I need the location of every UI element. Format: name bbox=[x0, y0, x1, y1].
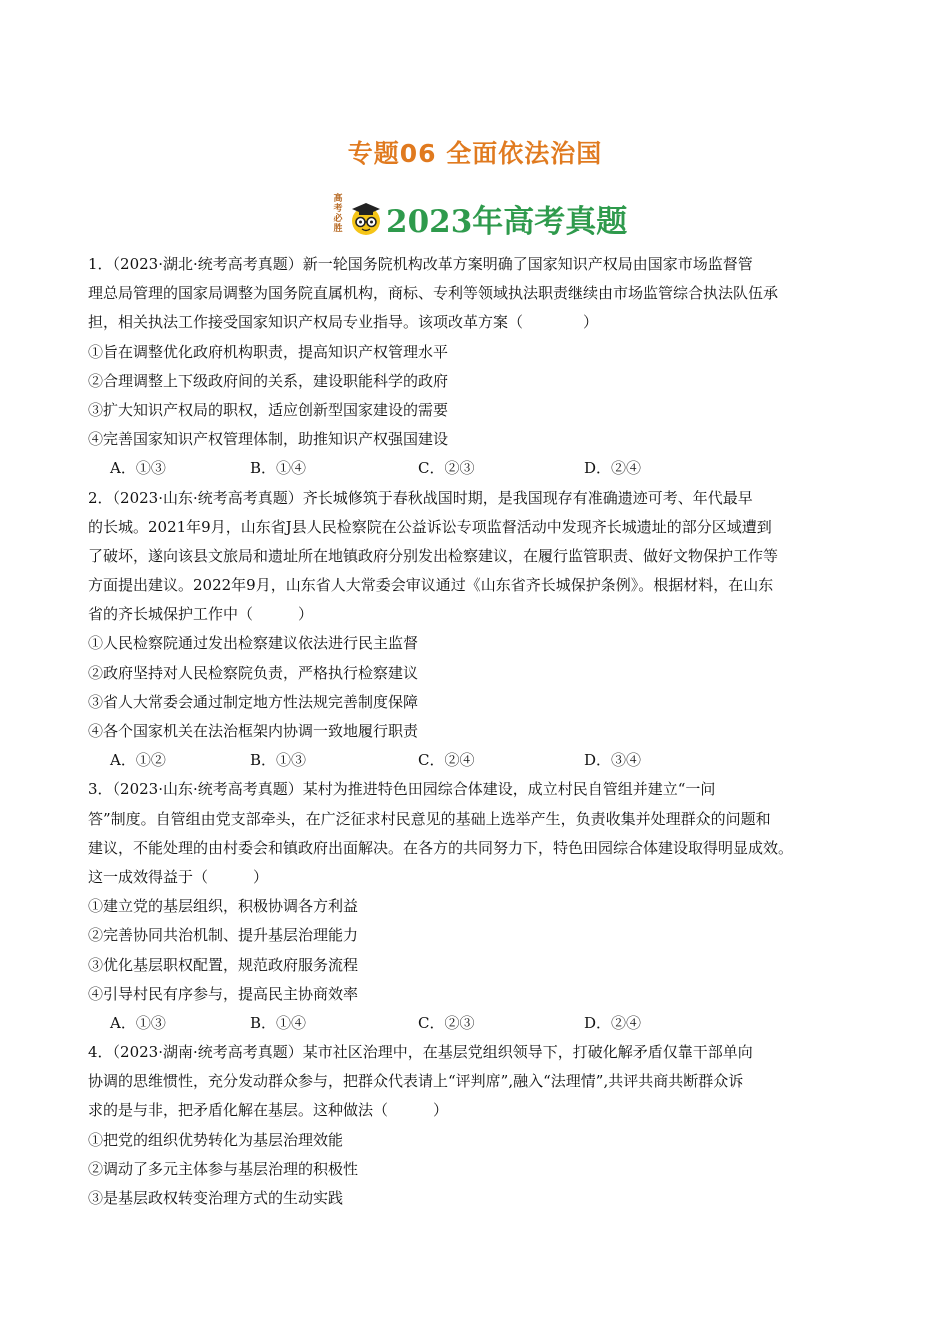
question-stem-line: 的长城。2021年9月，山东省J县人民检察院在公益诉讼专项监督活动中发现齐长城遗址的部分区域遭到 bbox=[88, 517, 772, 536]
question-3 bbox=[88, 775, 868, 1038]
statement-item: ②政府坚持对人民检察院负责，严格执行检察建议 bbox=[88, 663, 419, 682]
question-stem-line: 担，相关执法工作接受国家知识产权局专业指导。该项改革方案（ ） bbox=[88, 313, 599, 332]
statement-item: ②合理调整上下级政府间的关系，建设职能科学的政府 bbox=[88, 371, 449, 390]
statement-item: ③优化基层职权配置，规范政府服务流程 bbox=[88, 955, 359, 974]
question-stem-line: 省的齐长城保护工作中（ ） bbox=[88, 605, 314, 624]
banner-vertical-text: 高 考 必 胜 bbox=[333, 194, 343, 234]
answer-options bbox=[88, 454, 868, 483]
answer-option-c[interactable]: C．②③ bbox=[418, 1013, 475, 1032]
question-stem-line: 3．（2023·山东·统考高考真题）某村为推进特色田园综合体建设，成立村民自管组并建立“一问 bbox=[88, 780, 716, 799]
question-1 bbox=[88, 250, 868, 484]
statement-item: ③扩大知识产权局的职权，适应创新型国家建设的需要 bbox=[88, 400, 449, 419]
statement-item: ③省人大常委会通过制定地方性法规完善制度保障 bbox=[88, 692, 419, 711]
answer-options bbox=[88, 746, 868, 775]
question-4 bbox=[88, 1038, 868, 1213]
document-title: 专题06 全面依法治国 bbox=[347, 139, 603, 168]
question-stem-line: 求的是与非，把矛盾化解在基层。这种做法（ ） bbox=[88, 1101, 449, 1120]
answer-option-a[interactable]: A．①③ bbox=[110, 1013, 166, 1032]
question-stem-line: 方面提出建议。2022年9月，山东省人大常委会审议通过《山东省齐长城保护条例》。根据材料，在山东 bbox=[88, 576, 774, 595]
statement-item: ①旨在调整优化政府机构职责，提高知识产权管理水平 bbox=[88, 342, 449, 361]
answer-options bbox=[88, 1009, 868, 1038]
question-stem-line: 理总局管理的国家局调整为国务院直属机构，商标、专利等领域执法职责继续由市场监管综合执法队伍承 bbox=[88, 284, 779, 303]
statement-item: ④完善国家知识产权管理体制，助推知识产权强国建设 bbox=[88, 430, 449, 449]
answer-option-b[interactable]: B．①③ bbox=[250, 751, 307, 770]
question-2 bbox=[88, 484, 868, 776]
answer-option-c[interactable]: C．②④ bbox=[418, 751, 475, 770]
answer-option-b[interactable]: B．①④ bbox=[250, 459, 307, 478]
statement-item: ①建立党的基层组织，积极协调各方利益 bbox=[88, 897, 359, 916]
answer-option-d[interactable]: D．②④ bbox=[584, 459, 642, 478]
answer-option-a[interactable]: A．①② bbox=[110, 751, 166, 770]
statement-item: ②调动了多元主体参与基层治理的积极性 bbox=[88, 1159, 359, 1178]
statement-item: ④各个国家机关在法治框架内协调一致地履行职责 bbox=[88, 722, 419, 740]
question-stem-line: 1．（2023·湖北·统考高考真题）新一轮国务院机构改革方案明确了国家知识产权局由国家市场监督管 bbox=[88, 255, 753, 273]
question-stem-line: 答”制度。自管组由党支部牵头，在广泛征求村民意见的基础上选举产生，负责收集并处理群众的问题和 bbox=[88, 809, 771, 828]
statement-item: ①把党的组织优势转化为基层治理效能 bbox=[88, 1130, 344, 1149]
answer-option-d[interactable]: D．②④ bbox=[584, 1013, 642, 1032]
question-stem-line: 建议，不能处理的由村委会和镇政府出面解决。在各方的共同努力下，特色田园综合体建设取得明显成效。 bbox=[88, 838, 794, 857]
answer-option-c[interactable]: C．②③ bbox=[418, 459, 475, 478]
statement-item: ②完善协同共治机制、提升基层治理能力 bbox=[88, 926, 359, 945]
question-list bbox=[88, 250, 868, 1213]
banner-text: 2023年高考真题 bbox=[386, 204, 628, 240]
statement-item: ④引导村民有序参与，提高民主协商效率 bbox=[88, 984, 359, 1003]
statement-item: ③是基层政权转变治理方式的生动实践 bbox=[88, 1189, 344, 1207]
exam-banner bbox=[330, 194, 630, 242]
answer-option-a[interactable]: A．①③ bbox=[110, 459, 166, 478]
question-stem-line: 4．（2023·湖南·统考高考真题）某市社区治理中，在基层党组织领导下，打破化解矛盾仅靠干部单向 bbox=[88, 1043, 753, 1062]
answer-option-b[interactable]: B．①④ bbox=[250, 1013, 307, 1032]
question-stem-line: 2．（2023·山东·统考高考真题）齐长城修筑于春秋战国时期，是我国现存有准确遗迹可考、年代最早 bbox=[88, 488, 753, 507]
question-stem-line: 了破坏，遂向该县文旅局和遗址所在地镇政府分别发出检察建议，在履行监管职责、做好文物保护工作等 bbox=[88, 546, 779, 565]
question-stem-line: 协调的思维惯性，充分发动群众参与，把群众代表请上“评判席”,融入“法理情”,共评共商共断群众诉 bbox=[88, 1072, 744, 1091]
answer-option-d[interactable]: D．③④ bbox=[584, 751, 642, 770]
statement-item: ①人民检察院通过发出检察建议依法进行民主监督 bbox=[88, 634, 419, 653]
question-stem-line: 这一成效得益于（ ） bbox=[88, 867, 269, 886]
scholar-mascot-icon bbox=[348, 200, 384, 236]
